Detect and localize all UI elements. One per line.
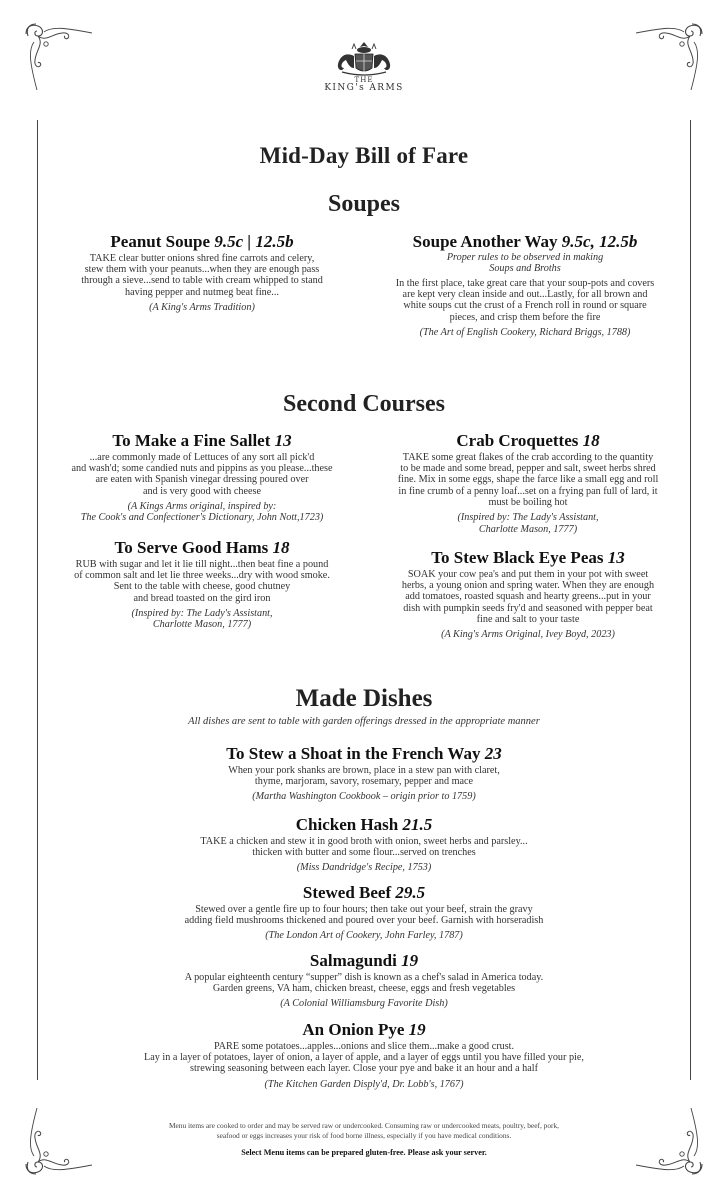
item-source: (A King's Arms Tradition) [149,301,255,313]
item-price: 9.5c | 12.5b [214,232,294,251]
item-name: To Serve Good Hams [114,538,269,557]
corner-flourish-icon [22,20,92,90]
section-heading-soupes: Soupes [327,191,401,217]
item-price: 23 [484,744,502,763]
item-description: A popular eighteenth century “supper” dish is known as a chef's salad in America today. Garden greens, VA ham, chicken breast, cheese, eggs and fresh vegetables [184,972,544,995]
logo-line-2: KING's ARMS [324,83,404,93]
item-price: 18 [272,538,290,557]
menu-item [368,431,688,535]
item-description: TAKE clear butter onions shred fine carrots and celery, stew them with your peanuts...when they are enough pass through a sieve...send to table with cream whipped to stand having pepper and nutmeg beat fine... [81,253,323,298]
item-source: (A Kings Arms original, inspired by: The Cook's and Confectioner's Dictionary, John Nott,1723) [80,500,324,524]
item-source: (Miss Dandridge's Recipe, 1753) [296,862,432,874]
item-price: 21.5 [402,815,433,834]
gluten-free-note: Select Menu items can be prepared gluten-free. Please ask your server. [241,1148,487,1157]
item-name: Stewed Beef [302,883,392,902]
item-source: (Inspired by: The Lady's Assistant, Charlotte Mason, 1777) [131,607,273,631]
item-description: TAKE a chicken and stew it in good broth with onion, sweet herbs and parsley... thicken with butter and some flour...served on trenches [200,836,528,859]
item-price: 19 [408,1020,426,1039]
item-price: 13 [607,548,625,567]
item-name: Soupe Another Way [412,232,558,251]
item-source: (A Colonial Williamsburg Favorite Dish) [280,998,448,1010]
item-price: 29.5 [395,883,426,902]
item-name: An Onion Pye [302,1020,405,1039]
item-name: Peanut Soupe [110,232,211,251]
menu-item [60,883,668,942]
frame-border-right [690,120,691,1080]
item-description: SOAK your cow pea's and put them in your pot with sweet herbs, a young onion and spring water. When they are enough add tomatoes, roasted squash and hearty greens...put in your dish with pumpkin seeds fry'd and seasoned with pepper beat fine and salt to your taste [401,569,655,625]
item-description: In the first place, take great care that your soup-pots and covers are kept very clean inside and out...Lastly, for all brown and white soups cut the crust of a French roll in round or square pieces, and crisp them before the fire [395,278,655,323]
crest-icon [328,38,400,78]
menu-item [50,1020,678,1090]
item-source: (A King's Arms Original, Ivey Boyd, 2023) [441,629,615,641]
logo-line-1: THE [354,76,374,84]
item-price: 19 [401,951,419,970]
item-description: PARE some potatoes...apples...onions and slice them...make a good crust. Lay in a layer of potatoes, layer of onion, a layer of apple, and a layer of eggs until you have filled your pie, strewing seasoning between each layer. Close your pye and bake it an hour and a half [144,1041,584,1075]
corner-flourish-icon [22,1108,92,1178]
item-name: To Make a Fine Sallet [112,431,271,450]
menu-item [50,232,354,313]
item-subtitle: Proper rules to be observed in making Soups and Broths [446,252,604,274]
menu-item [60,951,668,1010]
item-name: To Stew a Shoat in the French Way [226,744,481,763]
item-description: Stewed over a gentle fire up to four hours; then take out your beef, strain the gravy adding field mushrooms thickened and poured over your beef. Garnish with horseradish [184,904,544,927]
item-price: 9.5c, 12.5b [561,232,638,251]
menu-item [366,232,684,338]
item-description: When your pork shanks are brown, place in a stew pan with claret, thyme, marjoram, savory, rosemary, pepper and mace [228,765,500,788]
item-name: Chicken Hash [295,815,399,834]
item-price: 13 [274,431,292,450]
page-title: Mid-Day Bill of Fare [259,143,469,168]
item-description: TAKE some great flakes of the crab according to the quantity to be made and some bread, pepper and salt, sweet herbs shred fine. Mix in some eggs, shape the farce like a small egg and roll in fine crumb of a penny loaf...set on a frying pan full of lard, it must be boiling hot [397,452,659,508]
item-source: (Martha Washington Cookbook – origin prior to 1759) [252,791,476,803]
menu-item [60,815,668,874]
frame-border-left [37,120,38,1080]
item-name: Crab Croquettes [456,431,579,450]
menu-item [44,538,360,631]
item-name: To Stew Black Eye Peas [431,548,604,567]
menu-item [44,431,360,524]
item-description: RUB with sugar and let it lie till night...then beat fine a pound of common salt and let lie three weeks...dry with wood smoke. Sent to the table with cheese, good chutney and bread toasted on the gird iron [74,559,330,604]
item-price: 18 [582,431,600,450]
item-source: (Inspired by: The Lady's Assistant, Charlotte Mason, 1777) [457,512,599,535]
item-source: (The Kitchen Garden Disply'd, Dr. Lobb's, 1767) [264,1078,464,1090]
menu-item [60,744,668,803]
section-heading-made-dishes: Made Dishes [295,685,433,712]
item-source: (The Art of English Cookery, Richard Briggs, 1788) [419,326,631,338]
section-heading-second-courses: Second Courses [282,391,445,417]
corner-flourish-icon [636,1108,706,1178]
menu-item [368,548,688,641]
item-source: (The London Art of Cookery, John Farley, 1787) [265,930,463,942]
section-note: All dishes are sent to table with garden offerings dressed in the appropriate manner [188,716,540,727]
corner-flourish-icon [636,20,706,90]
food-safety-disclaimer: Menu items are cooked to order and may be served raw or undercooked. Consuming raw or undercooked meats, poultry, beef, pork, seafood or eggs increases your risk of food borne illness, especially if you have medical conditions. [168,1121,560,1140]
item-description: ...are commonly made of Lettuces of any sort all pick'd and wash'd; some candied nuts and pippins as you please...these are eaten with Spanish vinegar dressing poured over and is very good with cheese [71,452,333,497]
item-name: Salmagundi [309,951,397,970]
kings-arms-logo [314,38,414,100]
